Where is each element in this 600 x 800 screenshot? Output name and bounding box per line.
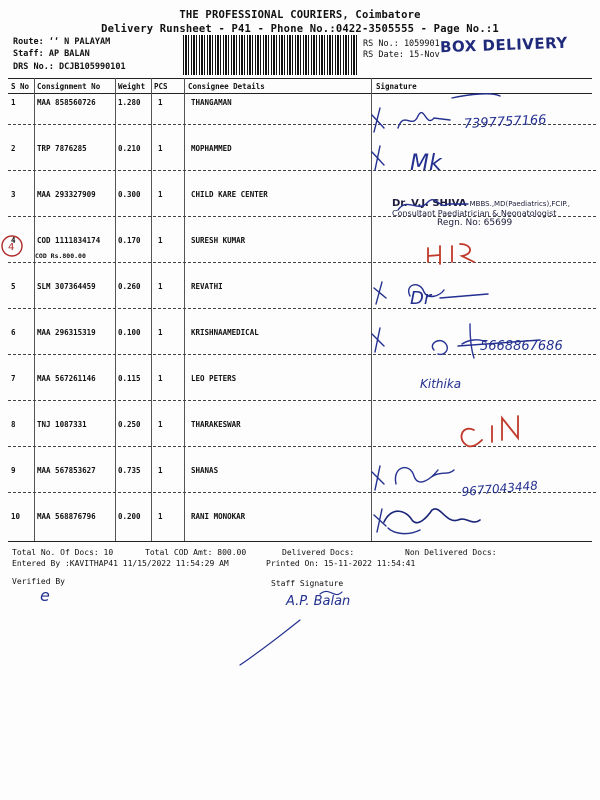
entered-by: Entered By :KAVITHAP41 11/15/2022 11:54:29 AM [12, 559, 229, 568]
row-separator [8, 262, 596, 263]
col-header-weight: Weight [118, 82, 146, 91]
signature-scribble [428, 244, 474, 264]
sno-circle-number: 4 [8, 242, 15, 253]
doctor-name: Dr. V.J. SHIVA [392, 198, 467, 209]
col-header-signature: Signature [376, 82, 417, 91]
row-weight: 0.200 [118, 512, 141, 521]
drs-number: DRS No.: DCJB105990101 [13, 62, 126, 72]
tick-mark [372, 108, 384, 132]
row-separator [8, 170, 596, 171]
row-pcs: 1 [158, 420, 163, 429]
row-weight: 1.280 [118, 98, 141, 107]
row-pcs: 1 [158, 466, 163, 475]
row-consignment-no: MAA 567261146 [37, 374, 96, 383]
signature-scribble [388, 528, 420, 534]
route-label: Route: ‘‘ N PALAYAM [13, 37, 111, 47]
row-consignment-no: MAA 567853627 [37, 466, 96, 475]
row-weight: 0.210 [118, 144, 141, 153]
row-separator [8, 124, 596, 125]
runsheet-subtitle: Delivery Runsheet - P41 - Phone No.:0422-3505555 - Page No.:1 [101, 23, 499, 35]
row-cod-amount: COD Rs.800.00 [35, 252, 86, 260]
col-header-consignment: Consignment No [37, 82, 101, 91]
staff-signature-label: Staff Signature [271, 579, 344, 588]
delivered-docs: Delivered Docs: [282, 548, 355, 557]
handwritten-phone: 5668867686 [480, 339, 563, 354]
row-consignment-no: TNJ 1087331 [37, 420, 87, 429]
doctor-degrees: MBBS.,MD(Paediatrics),FCIP., [469, 200, 570, 208]
handwritten-phone: 9677043448 [461, 478, 539, 499]
table-header-rule [8, 93, 592, 94]
col-header-consignee: Consignee Details [188, 82, 265, 91]
row-pcs: 1 [158, 190, 163, 199]
row-pcs: 1 [158, 328, 163, 337]
row-consignee: REVATHI [191, 282, 223, 291]
tick-mark [372, 328, 384, 352]
row-consignee: SHANAS [191, 466, 219, 475]
row-consignee: THANGAMAN [191, 98, 232, 107]
staff-signature-stroke [240, 620, 300, 665]
doctor-stamp [392, 198, 582, 228]
row-consignee: RANI MONOKAR [191, 512, 246, 521]
table-top-rule [8, 78, 592, 79]
table-bottom-rule [8, 541, 592, 542]
col-divider [184, 78, 185, 542]
signature-scribble [409, 285, 488, 298]
rs-date: RS Date: 15-Nov [363, 50, 440, 60]
row-sno: 5 [11, 282, 16, 291]
col-divider [371, 78, 372, 542]
col-header-sno: S No [11, 82, 30, 91]
col-header-pcs: PCS [154, 82, 168, 91]
row-sno: 4 [11, 236, 16, 245]
total-cod: Total COD Amt: 800.00 [145, 548, 247, 557]
handwritten-initials: Dr [410, 288, 432, 309]
row-sno: 9 [11, 466, 16, 475]
row-consignment-no: TRP 7876285 [37, 144, 87, 153]
col-divider [151, 78, 152, 542]
staff-signature-handwritten: A.P. Balan [286, 594, 351, 609]
signature-scribble [384, 509, 480, 523]
row-pcs: 1 [158, 144, 163, 153]
tick-mark [372, 146, 384, 170]
row-sno: 10 [11, 512, 21, 521]
row-sno: 1 [11, 98, 16, 107]
row-pcs: 1 [158, 282, 163, 291]
row-consignment-no: MAA 568876796 [37, 512, 96, 521]
box-delivery-stamp: BOX DELIVERY [439, 33, 569, 57]
col-divider [34, 78, 35, 542]
row-pcs: 1 [158, 374, 163, 383]
doctor-role: Consultant Paediatrician & Neonatologist [392, 209, 557, 218]
row-sno: 8 [11, 420, 16, 429]
non-delivered-docs: Non Delivered Docs: [405, 548, 497, 557]
rs-number: RS No.: 1059901 [363, 39, 440, 49]
row-separator [8, 492, 596, 493]
row-consignment-no: COD 1111834174 [37, 236, 101, 245]
company-title: THE PROFESSIONAL COURIERS, Coimbatore [179, 9, 421, 21]
row-weight: 0.115 [118, 374, 141, 383]
doctor-regn: Regn. No: 65699 [437, 218, 513, 228]
row-pcs: 1 [158, 98, 163, 107]
row-consignment-no: SLM 307364459 [37, 282, 96, 291]
row-sno: 7 [11, 374, 16, 383]
row-separator [8, 308, 596, 309]
tick-mark [374, 282, 386, 304]
row-sno: 6 [11, 328, 16, 337]
row-separator [8, 354, 596, 355]
row-weight: 0.735 [118, 466, 141, 475]
row-consignee: MOPHAMMED [191, 144, 232, 153]
row-consignee: THARAKESWAR [191, 420, 241, 429]
row-consignee: CHILD KARE CENTER [191, 190, 268, 199]
signature-scribble [461, 416, 518, 446]
handwritten-initials: Mk [410, 151, 442, 176]
signature-scribble [452, 94, 500, 98]
row-sno: 3 [11, 190, 16, 199]
signature-scribble [462, 324, 486, 358]
barcode [183, 35, 357, 75]
staff-signature-stroke [320, 591, 342, 594]
row-weight: 0.170 [118, 236, 141, 245]
row-pcs: 1 [158, 512, 163, 521]
row-weight: 0.260 [118, 282, 141, 291]
verified-by-label: Verified By [12, 577, 65, 586]
row-weight: 0.300 [118, 190, 141, 199]
row-separator [8, 446, 596, 447]
signature-scribble [398, 113, 450, 128]
row-separator [8, 400, 596, 401]
row-consignee: LEO PETERS [191, 374, 237, 383]
printed-on: Printed On: 15-11-2022 11:54:41 [266, 559, 416, 568]
row-consignee: KRISHNAAMEDICAL [191, 328, 259, 337]
row-weight: 0.100 [118, 328, 141, 337]
row-consignment-no: MAA 293327909 [37, 190, 96, 199]
row-sno: 2 [11, 144, 16, 153]
tick-mark [372, 466, 384, 490]
row-consignment-no: MAA 296315319 [37, 328, 96, 337]
col-divider [115, 78, 116, 542]
staff-label: Staff: AP BALAN [13, 49, 90, 59]
signature-scribble [432, 340, 540, 354]
row-consignment-no: MAA 858560726 [37, 98, 96, 107]
row-pcs: 1 [158, 236, 163, 245]
verified-mark: e [40, 586, 50, 605]
tick-mark [374, 509, 386, 532]
signature-scribble [395, 468, 454, 484]
row-weight: 0.250 [118, 420, 141, 429]
handwritten-phone: 7397757166 [463, 112, 547, 132]
total-docs: Total No. Of Docs: 10 [12, 548, 114, 557]
handwritten-name: Kithika [420, 377, 462, 391]
row-consignee: SURESH KUMAR [191, 236, 246, 245]
